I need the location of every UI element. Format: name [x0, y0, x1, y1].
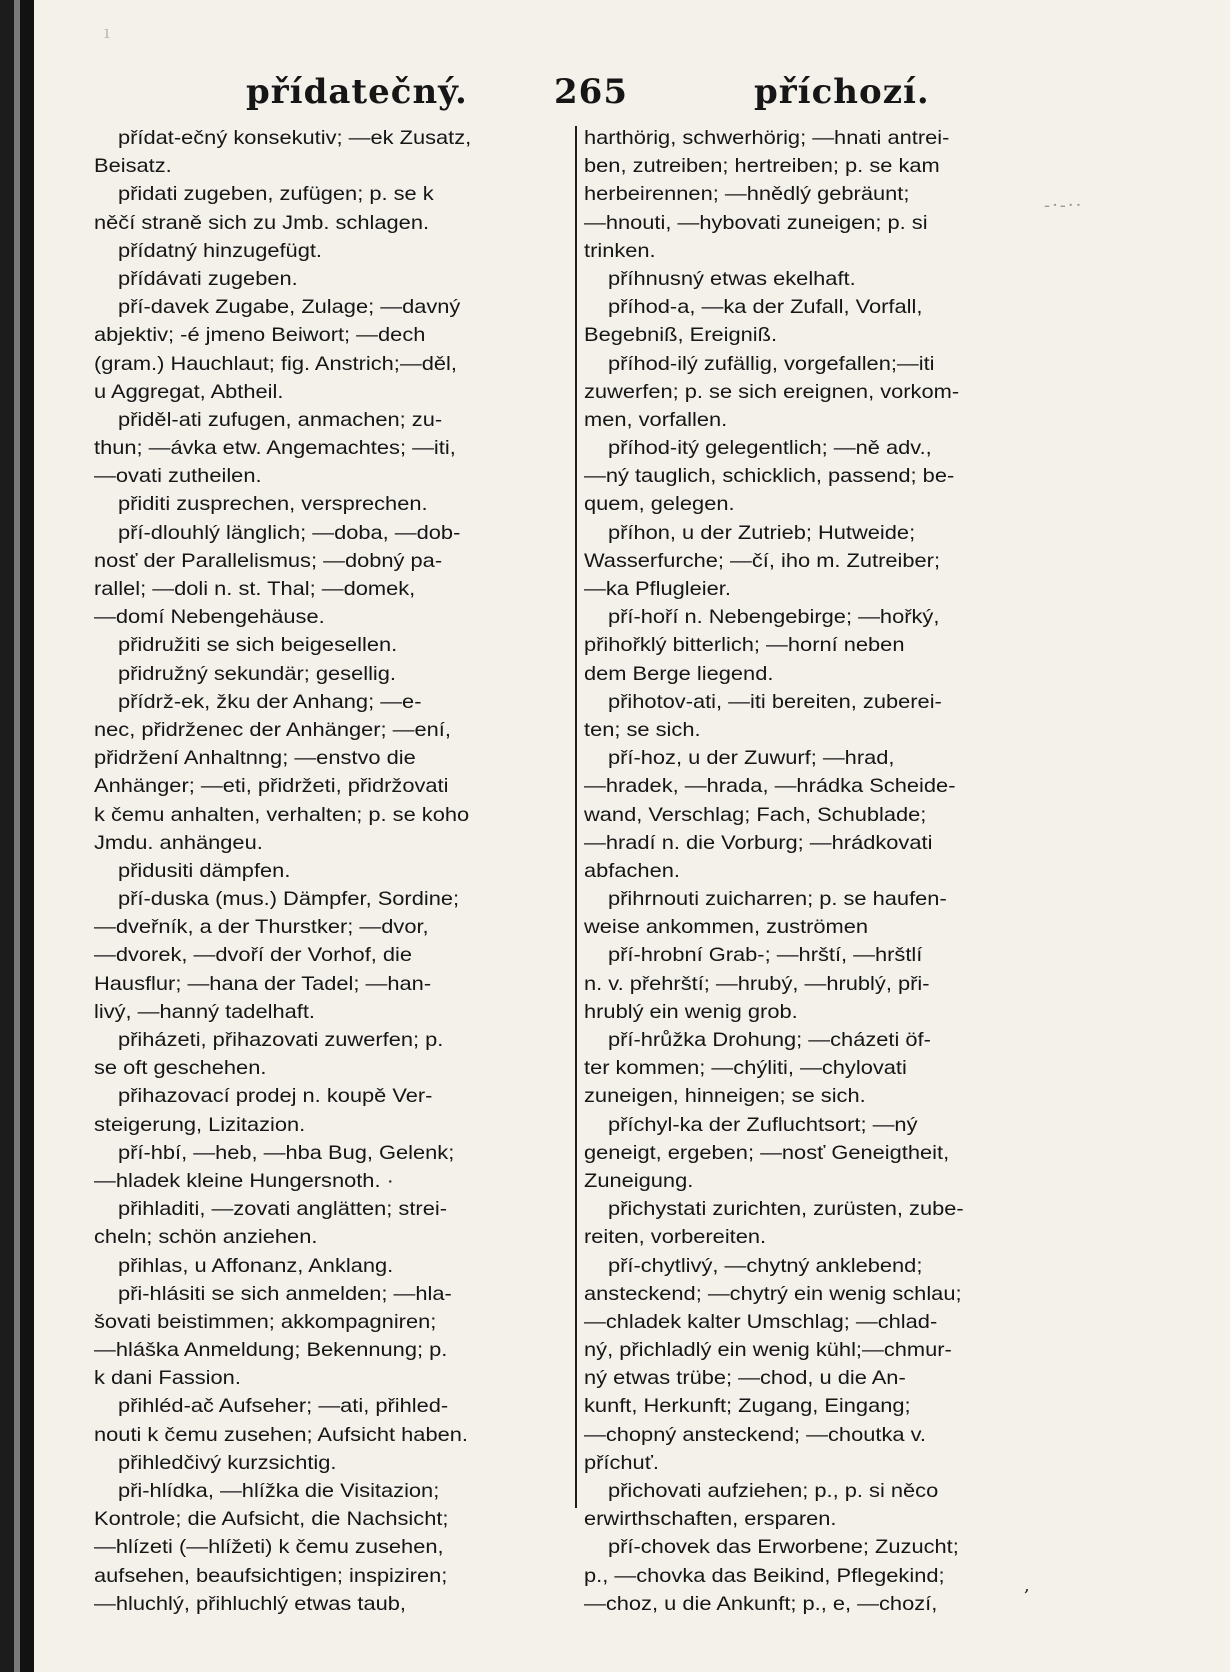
dictionary-line: přiházeti, přihazovati zuwerfen; p.: [118, 1029, 444, 1051]
dictionary-line: přihledčivý kurzsichtig.: [118, 1451, 337, 1474]
dictionary-line: Zuneigung.: [584, 1169, 694, 1192]
dictionary-line: zuwerfen; p. se sich ereignen, vorkom-: [584, 380, 960, 403]
dictionary-line: přiděl-ati zufugen, anmachen; zu-: [118, 408, 443, 431]
column-divider: [575, 126, 577, 1508]
dictionary-line: Wasserfurche; —čí, iho m. Zutreiber;: [584, 549, 941, 572]
dictionary-line: přihladiti, —zovati anglätten; strei-: [118, 1198, 447, 1221]
dictionary-line: k dani Fassion.: [94, 1367, 241, 1390]
dictionary-line: pří-hoří n. Nebengebirge; —hořký,: [608, 606, 940, 629]
dictionary-line: hrublý ein wenig grob.: [584, 1000, 798, 1023]
header-first-headword: přídatečný.: [246, 72, 468, 112]
dictionary-line: Hausflur; —hana der Tadel; —han-: [94, 972, 432, 995]
dictionary-line: přidružný sekundär; gesellig.: [118, 662, 397, 685]
dictionary-line: pří-hbí, —heb, —hba Bug, Gelenk;: [118, 1141, 455, 1164]
dictionary-line: příhod-ilý zufällig, vorgefallen;—iti: [608, 352, 935, 375]
dictionary-line: příhnusný etwas ekelhaft.: [608, 267, 856, 290]
dictionary-line: —hlízeti (—hlížeti) k čemu zusehen,: [94, 1536, 444, 1559]
dictionary-line: —hradí n. die Vorburg; —hrádkovati: [584, 831, 933, 854]
dictionary-line: přídatný hinzugefügt.: [118, 239, 322, 262]
dictionary-line: Beisatz.: [94, 155, 172, 178]
dictionary-line: Begebniß, Ereigniß.: [584, 324, 778, 347]
dictionary-line: —dvorek, —dvoří der Vorhof, die: [94, 944, 413, 967]
dictionary-line: weise ankommen, zuströmen: [584, 916, 869, 939]
dictionary-line: —ovati zutheilen.: [94, 465, 262, 488]
dictionary-line: ansteckend; —chytrý ein wenig schlau;: [584, 1282, 962, 1305]
page-number: 265: [554, 72, 628, 112]
dictionary-line: kunft, Herkunft; Zugang, Eingang;: [584, 1395, 911, 1418]
dictionary-line: quem, gelegen.: [584, 493, 735, 516]
dictionary-line: pří-duska (mus.) Dämpfer, Sordine;: [118, 888, 460, 911]
dictionary-line: ten; se sich.: [584, 718, 701, 741]
dictionary-line: nosť der Parallelismus; —dobný pa-: [94, 549, 443, 572]
dictionary-line: erwirthschaften, ersparen.: [584, 1508, 837, 1531]
dictionary-line: nec, přidrženec der Anhänger; —ení,: [94, 718, 451, 741]
dictionary-line: —hradek, —hrada, —hrádka Scheide-: [584, 775, 956, 798]
dictionary-line: dem Berge liegend.: [584, 662, 774, 685]
dictionary-line: něčí straně sich zu Jmb. schlagen.: [94, 211, 430, 234]
dictionary-line: reiten, vorbereiten.: [584, 1226, 767, 1249]
dictionary-line: při-hlídka, —hlížka die Visitazion;: [118, 1480, 440, 1502]
dictionary-line: přídrž-ek, žku der Anhang; —e-: [118, 690, 422, 713]
dictionary-line: abfachen.: [584, 859, 680, 882]
dictionary-line: přihlas, u Affonanz, Anklang.: [118, 1254, 394, 1277]
dictionary-line: přihrnouti zuicharren; p. se haufen-: [608, 888, 947, 911]
dictionary-line: pří-davek Zugabe, Zulage; —davný: [118, 296, 461, 319]
dictionary-line: n. v. přehrští; —hrubý, —hrublý, při-: [584, 972, 930, 995]
dictionary-line: —hladek kleine Hungersnoth. ·: [94, 1169, 394, 1192]
header-last-headword: příchozí.: [754, 72, 930, 112]
dictionary-line: k čemu anhalten, verhalten; p. se koho: [94, 803, 470, 826]
dictionary-line: příhod-a, —ka der Zufall, Vorfall,: [608, 296, 923, 319]
dictionary-line: přídat-ečný konsekutiv; —ek Zusatz,: [118, 127, 472, 149]
dictionary-line: pří-hrůžka Drohung; —cházeti öf-: [608, 1029, 931, 1051]
dictionary-line: příchuť.: [584, 1451, 659, 1474]
page-header: [34, 72, 1230, 122]
scan-speck: ı: [104, 22, 110, 43]
dictionary-line: se oft geschehen.: [94, 1057, 267, 1080]
bottom-ink-speck: ,: [1024, 1575, 1030, 1596]
dictionary-line: ný etwas trübe; —chod, u die An-: [584, 1367, 906, 1390]
dictionary-line: —choz, u die Ankunft; p., e, —chozí,: [584, 1592, 938, 1615]
dictionary-line: přihazovací prodej n. koupě Ver-: [118, 1085, 433, 1108]
dictionary-line: livý, —hanný tadelhaft.: [94, 1000, 315, 1023]
dictionary-line: —hláška Anmeldung; Bekennung; p.: [94, 1339, 448, 1362]
dictionary-line: —chopný ansteckend; —choutka v.: [584, 1423, 926, 1446]
dictionary-line: přihořklý bitterlich; —horní neben: [584, 634, 905, 657]
dictionary-line: pří-hoz, u der Zuwurf; —hrad,: [608, 747, 895, 770]
dictionary-line: ben, zutreiben; hertreiben; p. se kam: [584, 155, 940, 178]
dictionary-line: přichovati aufziehen; p., p. si něco: [608, 1480, 939, 1502]
dictionary-line: —ka Pflugleier.: [584, 578, 731, 600]
dictionary-line: —hnouti, —hybovati zuneigen; p. si: [584, 211, 928, 234]
book-spine-shadow: [0, 0, 14, 1672]
dictionary-line: herbeirennen; —hnědlý gebräunt;: [584, 183, 910, 206]
dictionary-line: přidružiti se sich beigesellen.: [118, 634, 398, 657]
dictionary-line: geneigt, ergeben; —nosť Geneigtheit,: [584, 1141, 950, 1164]
dictionary-line: pří-chytlivý, —chytný anklebend;: [608, 1254, 923, 1277]
dictionary-line: (gram.) Hauchlaut; fig. Anstrich;—děl,: [94, 352, 457, 375]
book-gutter: [20, 0, 34, 1672]
dictionary-line: ter kommen; —chýliti, —chylovati: [584, 1057, 907, 1080]
margin-pencil-mark: -·-··: [1044, 195, 1084, 216]
dictionary-line: Jmdu. anhängeu.: [94, 831, 263, 854]
dictionary-line: men, vorfallen.: [584, 408, 728, 431]
dictionary-line: rallel; —doli n. st. Thal; —domek,: [94, 578, 416, 600]
dictionary-line: aufsehen, beaufsichtigen; inspiziren;: [94, 1564, 448, 1587]
dictionary-line: p., —chovka das Beikind, Pflegekind;: [584, 1564, 945, 1587]
dictionary-line: —dveřník, a der Thurstker; —dvor,: [94, 916, 429, 939]
dictionary-line: příhod-itý gelegentlich; —ně adv.,: [608, 437, 932, 460]
dictionary-line: Kontrole; die Aufsicht, die Nachsicht;: [94, 1508, 449, 1531]
dictionary-line: nouti k čemu zusehen; Aufsicht haben.: [94, 1423, 468, 1446]
dictionary-line: ný, přichladlý ein wenig kühl;—chmur-: [584, 1339, 952, 1362]
dictionary-line: Anhänger; —eti, přidržeti, přidržovati: [94, 775, 449, 798]
dictionary-line: přihotov-ati, —iti bereiten, zuberei-: [608, 690, 942, 713]
dictionary-line: abjektiv; -é jmeno Beiwort; —dech: [94, 324, 426, 347]
dictionary-line: šovati beistimmen; akkompagniren;: [94, 1310, 437, 1333]
dictionary-line: přidusiti dämpfen.: [118, 859, 291, 882]
dictionary-line: přichystati zurichten, zurüsten, zube-: [608, 1198, 964, 1221]
dictionary-page: [34, 0, 1230, 1672]
dictionary-line: harthörig, schwerhörig; —hnati antrei-: [584, 127, 950, 149]
dictionary-line: příhon, u der Zutrieb; Hutweide;: [608, 521, 916, 544]
dictionary-line: zuneigen, hinneigen; se sich.: [584, 1085, 866, 1108]
dictionary-line: —domí Nebengehäuse.: [94, 606, 325, 629]
right-column: [584, 124, 1104, 1615]
dictionary-line: pří-dlouhlý länglich; —doba, —dob-: [118, 521, 461, 544]
dictionary-line: přiditi zusprechen, versprechen.: [118, 493, 428, 516]
dictionary-line: přídávati zugeben.: [118, 267, 298, 290]
dictionary-line: přihléd-ač Aufseher; —ati, přihled-: [118, 1395, 449, 1418]
dictionary-line: příchyl-ka der Zufluchtsort; —ný: [608, 1113, 918, 1136]
left-column: [94, 124, 572, 1615]
dictionary-line: trinken.: [584, 239, 656, 262]
dictionary-line: wand, Verschlag; Fach, Schublade;: [584, 803, 927, 826]
dictionary-line: pří-chovek das Erworbene; Zuzucht;: [608, 1536, 959, 1559]
dictionary-line: přidržení Anhaltnng; —enstvo die: [94, 747, 416, 770]
dictionary-line: thun; —ávka etw. Angemachtes; —iti,: [94, 437, 456, 460]
dictionary-line: steigerung, Lizitazion.: [94, 1113, 306, 1136]
dictionary-line: pří-hrobní Grab-; —hrští, —hrštlí: [608, 944, 923, 967]
dictionary-line: přidati zugeben, zufügen; p. se k: [118, 183, 434, 206]
dictionary-line: —chladek kalter Umschlag; —chlad-: [584, 1310, 938, 1333]
dictionary-line: cheln; schön anziehen.: [94, 1226, 318, 1249]
dictionary-line: —ný tauglich, schicklich, passend; be-: [584, 465, 955, 488]
dictionary-line: u Aggregat, Abtheil.: [94, 380, 284, 403]
dictionary-line: při-hlásiti se sich anmelden; —hla-: [118, 1282, 452, 1305]
dictionary-line: —hluchlý, přihluchlý etwas taub,: [94, 1592, 406, 1615]
